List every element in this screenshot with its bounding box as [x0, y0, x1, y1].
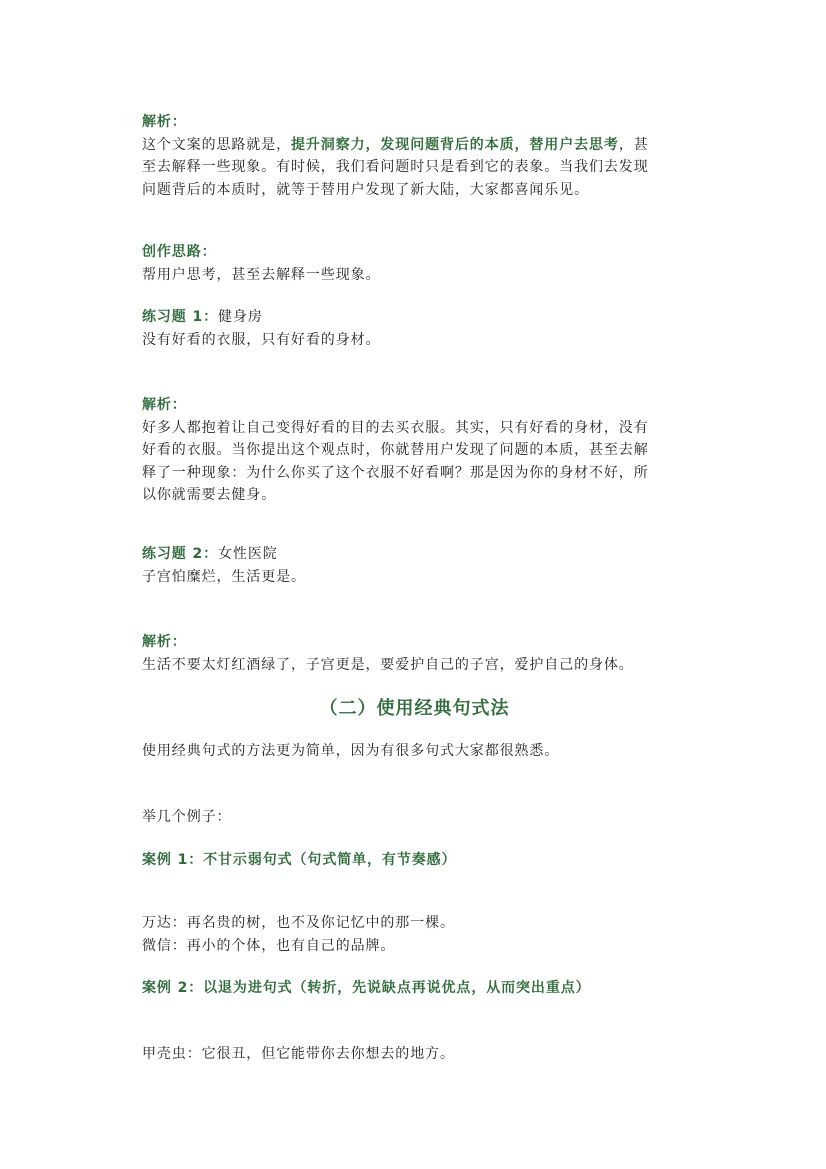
exercise-block-1: [142, 306, 687, 351]
exercise-block-2: [142, 543, 687, 588]
case-heading: 案例 2：以退为进句式（转折，先说缺点再说优点，从而突出重点）: [142, 980, 591, 996]
method-intro-line: 使用经典句式的方法更为简单，因为有很多句式大家都很熟悉。: [142, 743, 560, 759]
method-intro: [142, 740, 687, 763]
analysis-heading: 解析：: [142, 114, 187, 130]
analysis-line: 问题背后的本质时，就等于替用户发现了新大陆，大家都喜闻乐见。: [142, 181, 589, 198]
exercise-topic: 健身房: [218, 309, 263, 325]
analysis-block-2: [142, 394, 687, 507]
case-line: 微信：再小的个体，也有自己的品牌。: [142, 937, 396, 954]
analysis-line: [142, 134, 687, 157]
analysis-heading: 解析：: [142, 397, 187, 413]
case-body-1: [142, 912, 687, 957]
section-title: （二）使用经典句式法: [319, 698, 510, 719]
case-body-2: [142, 1043, 687, 1066]
case-heading-1: [142, 849, 687, 872]
exercise-title: [142, 543, 687, 566]
analysis-block-3: [142, 631, 687, 676]
analysis-line: 释了一种现象：为什么你买了这个衣服不好看啊？那是因为你的身材不好，所: [142, 464, 649, 481]
analysis-heading: 解析：: [142, 634, 187, 650]
analysis-line: 以你就需要去健身。: [142, 487, 277, 503]
analysis-line: 好看的衣服。当你提出这个观点时，你就替用户发现了问题的本质，甚至去解: [142, 442, 649, 458]
exercise-title: [142, 306, 687, 329]
case-line: 万达：再名贵的树，也不及你记忆中的那一棵。: [142, 915, 455, 931]
examples-intro-line: 举几个例子：: [142, 809, 232, 825]
case-heading-2: [142, 977, 687, 1000]
exercise-label: 练习题 2：: [142, 546, 219, 562]
idea-line: 帮用户思考，甚至去解释一些现象。: [142, 266, 381, 283]
case-heading: 案例 1：不甘示弱句式（句式简单，有节奏感）: [142, 852, 457, 868]
case-line: 甲壳虫：它很丑，但它能带你去你想去的地方。: [142, 1046, 455, 1062]
idea-heading: 创作思路：: [142, 244, 217, 260]
analysis-line: 好多人都抱着让自己变得好看的目的去买衣服。其实，只有好看的身材，没有: [142, 419, 649, 436]
analysis-text: ，甚: [618, 136, 649, 153]
exercise-line: 没有好看的衣服，只有好看的身材。: [142, 331, 381, 348]
analysis-block-1: [142, 111, 687, 201]
exercise-line: 子宫怕糜烂，生活更是。: [142, 568, 306, 585]
analysis-text: 这个文案的思路就是，: [142, 136, 291, 153]
analysis-line: 至去解释一些现象。有时候，我们看问题时只是看到它的表象。当我们去发现: [142, 159, 649, 175]
exercise-label: 练习题 1：: [142, 309, 219, 325]
analysis-line: 生活不要太灯红酒绿了，子宫更是，要爱护自己的子宫，爱护自己的身体。: [142, 656, 634, 673]
exercise-topic: 女性医院: [218, 546, 278, 562]
examples-intro: [142, 806, 687, 829]
idea-block: [142, 241, 687, 286]
analysis-emphasis: 提升洞察力，发现问题背后的本质，替用户去思考: [291, 136, 619, 153]
